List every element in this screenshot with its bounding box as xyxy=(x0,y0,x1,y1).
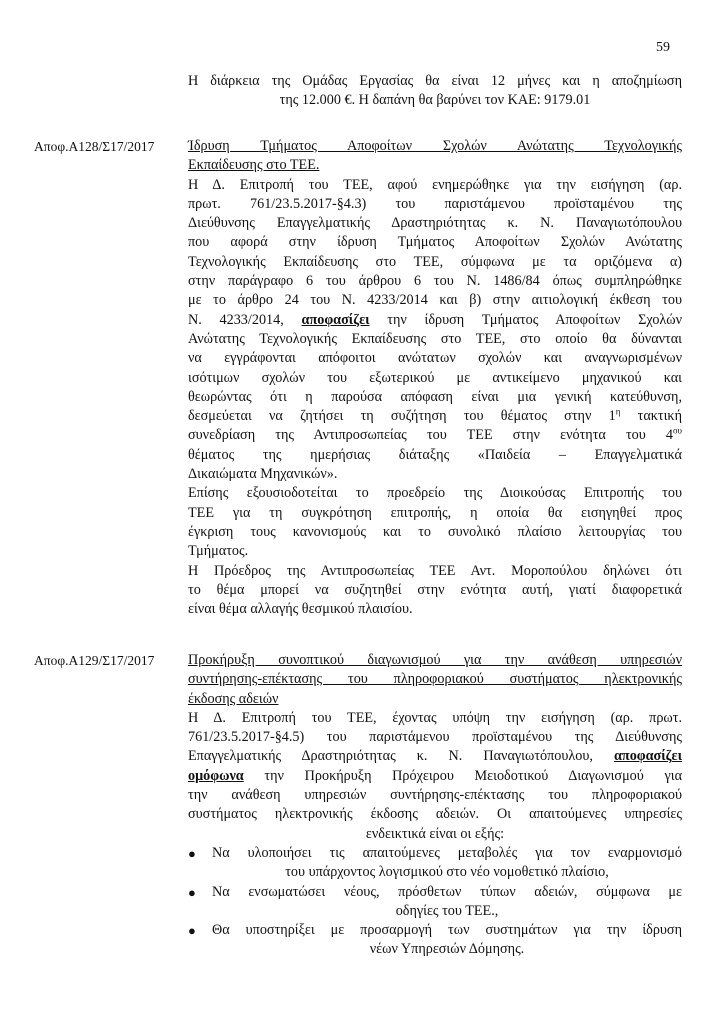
text-segment: Επαγγελματικής Δραστηριότητας κ. Ν. Παναγιωτόπουλου, xyxy=(188,748,593,765)
bullet-icon: ● xyxy=(188,884,196,900)
text-segment: τακτική xyxy=(637,408,682,425)
text-line xyxy=(188,311,682,330)
superscript: ου xyxy=(673,425,682,436)
unanimous-keyword: ομόφωνα xyxy=(188,767,244,784)
text-line: Η Δ. Επιτροπή του ΤΕΕ, αφού ενημερώθηκε για την εισήγηση (αρ. xyxy=(188,176,682,193)
decision-a129 xyxy=(188,651,682,960)
text-line: Να ενσωματώσει νέους, πρόσθετων τύπων αδειών, σύμφωνα με xyxy=(212,883,682,900)
text-line: Δικαιώματα Μηχανικών». xyxy=(188,466,338,483)
text-line: πρωτ. 761/23.5.2017-§4.3) του παριστάμενου προϊσταμένου της xyxy=(188,195,682,212)
text-line: του υπάρχοντος λογισμικού στο νέο νομοθετικό πλαίσιο, xyxy=(285,864,609,881)
text-line: ενδεικτικά είναι οι εξής: xyxy=(365,825,505,842)
intro-paragraph xyxy=(188,72,682,111)
text-line: ΤΕΕ για τη συγκρότηση επιτροπής, η οποία θα εισηγηθεί προς xyxy=(188,504,682,521)
text-line: θέματος της ημερήσιας διάταξης «Παιδεία – Επαγγελματικά xyxy=(188,446,682,463)
list-item xyxy=(188,921,682,960)
text-line: συστήματος ηλεκτρονικής έκδοσης αδειών. Οι απαιτούμενες υπηρεσίες xyxy=(188,806,682,823)
decision-label-a128: Αποφ.Α128/Σ17/2017 xyxy=(34,139,155,154)
text-line: νέων Υπηρεσιών Δόμησης. xyxy=(369,941,525,958)
decides-keyword: αποφασίζει xyxy=(301,311,370,328)
text-line: της 12.000 €. Η δαπάνη θα βαρύνει τον ΚΑΕ: 9179.01 xyxy=(279,92,591,109)
page-number: 59 xyxy=(656,40,670,55)
bullet-icon: ● xyxy=(188,845,196,861)
text-line: το θέμα μπορεί να συζητηθεί στην ενότητα αυτή, γιατί διαφορετικά xyxy=(188,581,682,598)
text-line: Ανώτατης Τεχνολογικής Εκπαίδευσης στο ΤΕΕ, στο οποίο θα δύνανται xyxy=(188,330,682,347)
text-line: οδηγίες του ΤΕΕ., xyxy=(395,902,499,919)
text-segment: την ίδρυση Τμήματος Αποφοίτων Σχολών xyxy=(387,311,683,328)
text-line: Θα υποστηρίξει με προσαρμογή των συστημάτων για την ίδρυση xyxy=(212,922,682,939)
decision-title: Ίδρυση Τμήματος Αποφοίτων Σχολών Ανώτατης Τεχνολογικής xyxy=(188,138,682,154)
text-line: ισότιμων σχολών του εξωτερικού με αντικείμενο μηχανικού και xyxy=(188,369,682,386)
bullet-icon: ● xyxy=(188,923,196,939)
text-line: στην παράγραφο 6 του άρθρου 6 του Ν. 1486/84 όπως συμπληρώθηκε xyxy=(188,273,682,290)
text-line: Επίσης εξουσιοδοτείται το προεδρείο της Διοικούσας Επιτροπής του xyxy=(188,485,682,502)
decision-title: έκδοσης αδειών xyxy=(188,690,279,707)
superscript: η xyxy=(615,406,621,417)
decision-label-a129: Αποφ.Α129/Σ17/2017 xyxy=(34,653,155,668)
text-line xyxy=(188,426,682,445)
decision-title: Προκήρυξη συνοπτικού διαγωνισμού για την ανάθεση υπηρεσιών xyxy=(188,652,682,668)
text-segment: δεσμεύεται να ζητήσει τη συζήτηση του θέματος στην 1 xyxy=(188,408,616,425)
text-segment: την Προκήρυξη Πρόχειρου Μειοδοτικού Διαγωνισμού για xyxy=(264,767,683,784)
text-segment: συνεδρίαση της Αντιπροσωπείας του ΤΕΕ στην ενότητα του 4 xyxy=(188,427,674,444)
text-line xyxy=(188,747,682,766)
text-line: 761/23.5.2017-§4.5) του παριστάμενου προϊσταμένου της Διεύθυνσης xyxy=(188,729,682,746)
text-line: την ανάθεση υπηρεσιών συντήρησης-επέκτασης του πληροφοριακού xyxy=(188,787,682,804)
text-line: έγκριση τους κανονισμούς και το συνολικό πλαίσιο λειτουργίας του xyxy=(188,523,682,540)
text-line: θεωρώντας ότι η παρούσα απόφαση είναι μια γενική κατεύθυνση, xyxy=(188,388,682,405)
text-line: με το άρθρο 24 του Ν. 4233/2014 και β) στην αιτιολογική έκθεση του xyxy=(188,292,682,309)
list-item xyxy=(188,883,682,922)
decides-keyword: αποφασίζει xyxy=(614,748,682,765)
text-line: Η διάρκεια της Ομάδας Εργασίας θα είναι 12 μήνες και η αποζημίωση xyxy=(188,73,682,89)
decision-title: συντήρησης-επέκτασης του πληροφοριακού συστήματος ηλεκτρονικής xyxy=(188,671,682,688)
text-line xyxy=(188,407,682,426)
text-line: Η Πρόεδρος της Αντιπροσωπείας ΤΕΕ Αντ. Μοροπούλου δηλώνει ότι xyxy=(188,562,682,579)
text-line: Να υλοποιήσει τις απαιτούμενες μεταβολές για τον εναρμονισμό xyxy=(212,844,682,861)
text-line: Η Δ. Επιτροπή του ΤΕΕ, έχοντας υπόψη την εισήγηση (αρ. πρωτ. xyxy=(188,709,682,726)
text-line: Τεχνολογικής Εκπαίδευσης στο ΤΕΕ, σύμφωνα με τα οριζόμενα α) xyxy=(188,253,682,270)
text-line: Διεύθυνσης Επαγγελματικής Δραστηριότητας κ. Ν. Παναγιωτόπουλου xyxy=(188,215,682,232)
text-line: να εγγράφονται απόφοιτοι ανώτατων σχολών και αναγνωρισμένων xyxy=(188,350,682,367)
text-segment: Ν. 4233/2014, xyxy=(188,311,284,328)
decision-a128 xyxy=(188,137,682,619)
text-line: Τμήματος. xyxy=(188,543,249,560)
text-line xyxy=(188,767,682,786)
text-line: που αφορά στην ίδρυση Τμήματος Αποφοίτων Σχολών Ανώτατης xyxy=(188,234,682,251)
text-line: είναι θέμα αλλαγής θεσμικού πλαισίου. xyxy=(188,601,413,618)
decision-title: Εκπαίδευσης στο ΤΕΕ. xyxy=(188,157,320,174)
list-item xyxy=(188,844,682,883)
